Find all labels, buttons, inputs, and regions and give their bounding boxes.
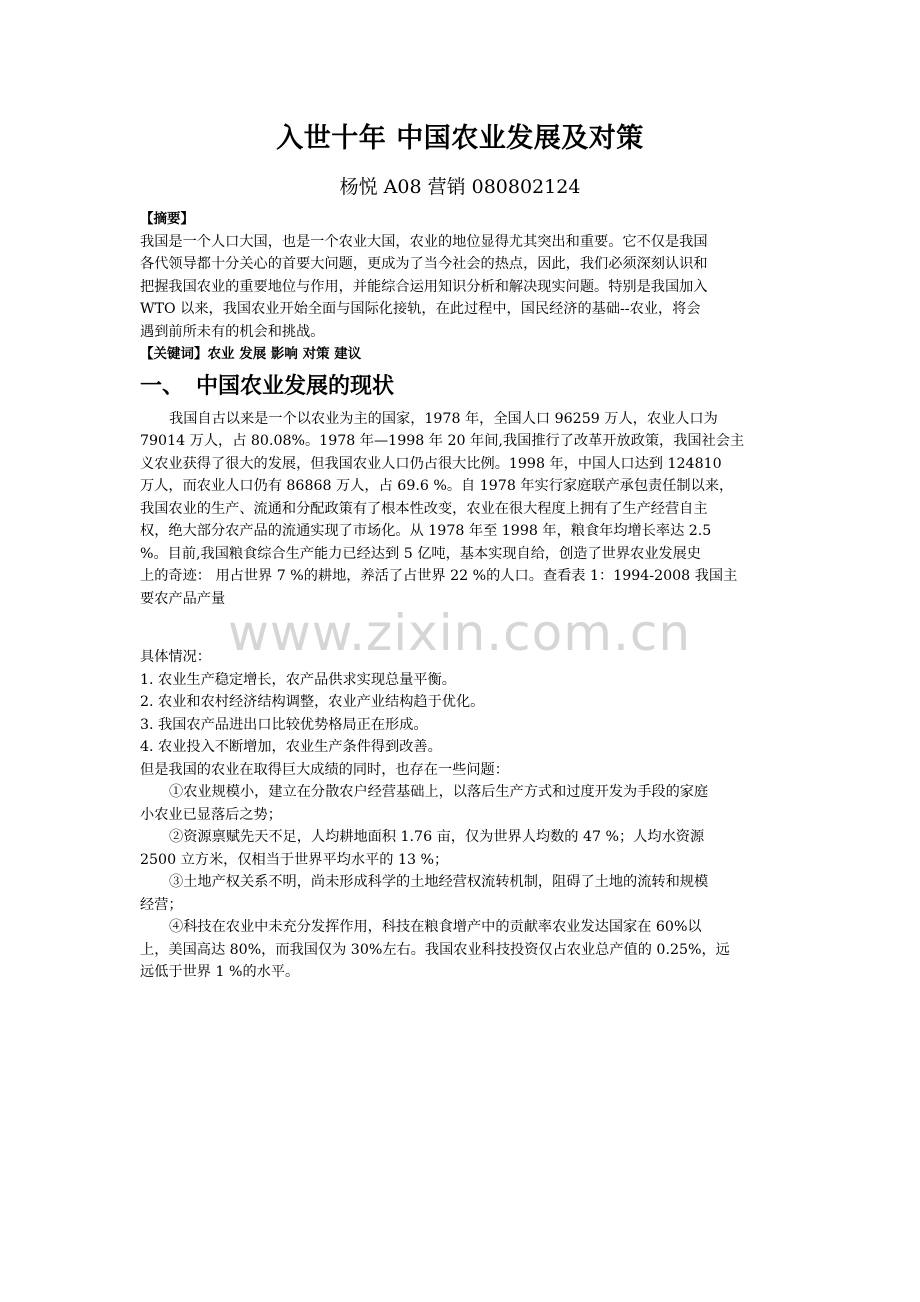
- abstract-line: 各代领导都十分关心的首要大问题，更成为了当今社会的热点，因此，我们必须深刻认识和: [140, 256, 708, 272]
- abstract-line: 遇到前所未有的机会和挑战。: [140, 323, 325, 340]
- list-item: 1. 农业生产稳定增长，农产品供求实现总量平衡。: [140, 671, 456, 688]
- paragraph-current-status: [140, 408, 782, 611]
- paragraph-line: 义农业获得了很大的发展，但我国农业人口仍占很大比例。1998 年，中国人口达到 124810: [140, 455, 722, 472]
- list-item: 3. 我国农产品进出口比较优势格局正在形成。: [140, 716, 428, 733]
- paragraph-line: 万人，而农业人口仍有 86868 万人，占 69.6 %。自 1978 年实行家庭联产承包责任制以来，: [140, 478, 734, 494]
- list-item: 4. 农业投入不断增加，农业生产条件得到改善。: [140, 739, 442, 755]
- problem-line: 2500 立方米，仅相当于世界平均水平的 13 %；: [140, 851, 449, 868]
- paragraph-line: 要农产品产量: [140, 590, 226, 607]
- document-title: 入世十年 中国农业发展及对策: [276, 123, 644, 154]
- problem-line: ③土地产权关系不明，尚未形成科学的土地经营权流转机制，阻碍了土地的流转和规模: [169, 874, 709, 890]
- problem-line: 上，美国高达 80%，而我国仅为 30%左右。我国农业科技投资仅占农业总产值的 0.25%，远: [140, 941, 730, 958]
- details-list: [140, 669, 782, 759]
- paragraph-line: 权，绝大部分农产品的流通实现了市场化。从 1978 年至 1998 年，粮食年均增长率达 2.5: [140, 523, 712, 539]
- abstract-text: [140, 231, 782, 344]
- problem-line: 经营；: [140, 896, 183, 913]
- problem-item: [140, 916, 782, 984]
- problem-line: ④科技在农业中未充分发挥作用，科技在粮食增产中的贡献率农业发达国家在 60%以: [169, 919, 702, 935]
- document-body: [140, 208, 782, 984]
- paragraph-line: 79014 万人，占 80.08%。1978 年—1998 年 20 年间,我国推行了改革开放政策，我国社会主: [140, 433, 745, 449]
- watermark: www.zixin.com.cn: [228, 604, 692, 662]
- abstract-line: 把握我国农业的重要地位与作用，并能综合运用知识分析和解决现实问题。特别是我国加入: [140, 278, 708, 295]
- details-label: 具体情况：: [140, 649, 211, 665]
- problem-line: ②资源禀赋先天不足，人均耕地面积 1.76 亩，仅为世界人均数的 47 %；人均水资源: [169, 829, 705, 845]
- section-heading: [140, 372, 782, 402]
- paragraph-line: %。目前,我国粮食综合生产能力已经达到 5 亿吨，基本实现自给，创造了世界农业发展史: [140, 545, 701, 562]
- abstract-line: WTO 以来，我国农业开始全面与国际化接轨，在此过程中，国民经济的基础--农业，将会: [140, 301, 701, 317]
- abstract-line: 我国是一个人口大国，也是一个农业大国，农业的地位显得尤其突出和重要。它不仅是我国: [140, 233, 708, 250]
- problem-item: [140, 826, 782, 871]
- list-item: 2. 农业和农村经济结构调整，农业产业结构趋于优化。: [140, 694, 485, 710]
- problem-item: [140, 871, 782, 916]
- abstract-heading: 【摘要】: [140, 211, 194, 227]
- problem-line: 小农业已显落后之势；: [140, 806, 282, 823]
- problem-line: ①农业规模小，建立在分散农户经营基础上，以落后生产方式和过度开发为手段的家庭: [169, 784, 709, 800]
- paragraph-line: 我国农业的生产、流通和分配政策有了根本性改变，农业在很大程度上拥有了生产经营自主: [140, 500, 708, 517]
- paragraph-line: 我国自古以来是一个以农业为主的国家，1978 年，全国人口 96259 万人，农业人口为: [169, 410, 718, 427]
- author-line: 杨悦 A08 营销 080802124: [339, 176, 581, 198]
- keywords: 【关键词】农业 发展 影响 对策 建议: [140, 346, 362, 362]
- paragraph-line: 上的奇迹： 用占世界 7 %的耕地，养活了占世界 22 %的人口。查看表 1：1994-2008 我国主: [140, 568, 738, 584]
- section-title: 中国农业发展的现状: [196, 373, 395, 399]
- section-number: 一、: [140, 373, 185, 399]
- problem-line: 远低于世界 1 %的水平。: [140, 964, 300, 980]
- problems-intro: 但是我国的农业在取得巨大成绩的同时，也存在一些问题：: [140, 761, 509, 778]
- problem-item: [140, 781, 782, 826]
